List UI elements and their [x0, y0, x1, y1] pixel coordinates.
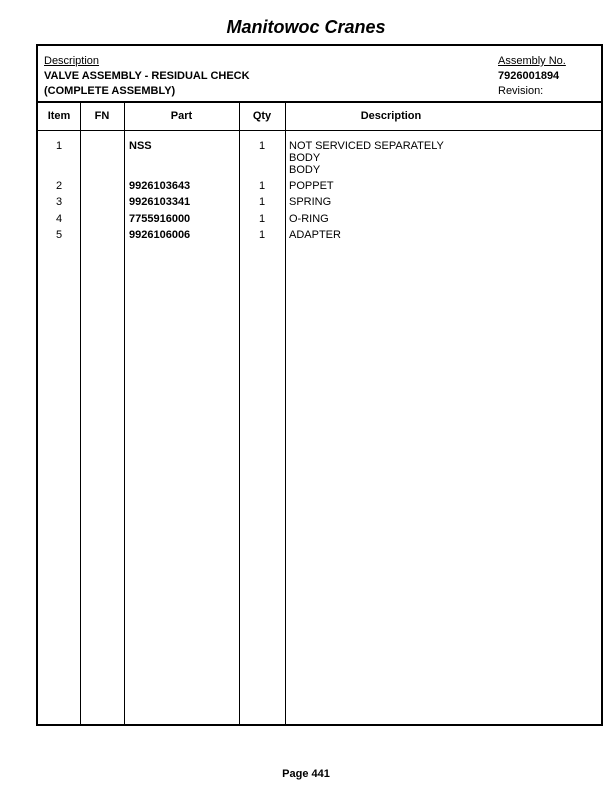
item-number: 1 [55, 140, 63, 152]
col-part: Part [170, 110, 193, 122]
part-number: 9926106006 [129, 229, 191, 241]
page-number: Page 441 [282, 768, 330, 780]
assembly-number: 7926001894 [498, 70, 560, 82]
item-number: 4 [55, 213, 63, 225]
quantity: 1 [258, 229, 266, 241]
col-item: Item [47, 110, 71, 122]
assembly-number-block [498, 54, 566, 99]
description-line: BODY [289, 152, 321, 164]
description-label: Description [44, 55, 100, 67]
assembly-description-block [44, 54, 250, 99]
part-number: 9926103643 [129, 180, 191, 192]
page-title: Manitowoc Cranes [226, 17, 386, 37]
assembly-description-line2: (COMPLETE ASSEMBLY) [44, 85, 176, 97]
revision-label: Revision: [498, 85, 544, 97]
col-qty: Qty [252, 110, 272, 122]
column-divider [285, 103, 286, 724]
part-number: 7755916000 [129, 213, 191, 225]
part-description [289, 140, 444, 176]
part-description: POPPET [289, 180, 334, 192]
part-number: 9926103341 [129, 196, 191, 208]
quantity: 1 [258, 140, 266, 152]
part-description: O-RING [289, 213, 329, 225]
col-description: Description [360, 110, 422, 122]
item-number: 5 [55, 229, 63, 241]
description-line: BODY [289, 164, 321, 176]
parts-list-frame [36, 44, 603, 726]
quantity: 1 [258, 213, 266, 225]
part-description: SPRING [289, 196, 332, 208]
part-description: ADAPTER [289, 229, 341, 241]
table-header [38, 103, 601, 131]
assembly-description-line1: VALVE ASSEMBLY - RESIDUAL CHECK [44, 70, 250, 82]
quantity: 1 [258, 180, 266, 192]
column-divider [80, 103, 81, 724]
col-fn: FN [94, 110, 110, 122]
assembly-header [38, 46, 601, 103]
assembly-number-label: Assembly No. [498, 55, 566, 67]
item-number: 3 [55, 196, 63, 208]
item-number: 2 [55, 180, 63, 192]
description-line: NOT SERVICED SEPARATELY [289, 140, 444, 152]
part-number: NSS [129, 140, 152, 152]
quantity: 1 [258, 196, 266, 208]
column-divider [124, 103, 125, 724]
